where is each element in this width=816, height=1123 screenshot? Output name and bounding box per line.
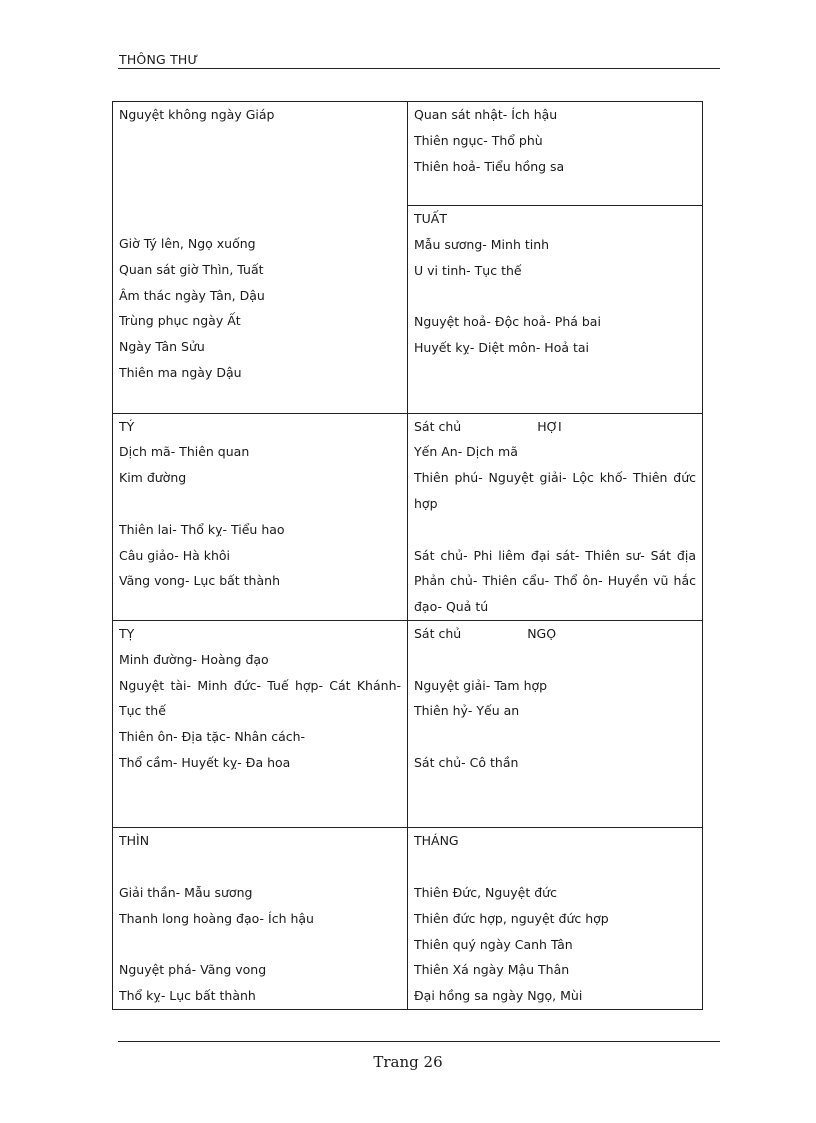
cell-text-line: Thiên phú- Nguyệt giải- Lộc khố- Thiên đức <box>414 470 696 486</box>
cell-text-line: Thiên đức hợp, nguyệt đức hợp <box>414 910 609 926</box>
cell-text-line: Âm thác ngày Tân, Dậu <box>119 287 265 303</box>
cell-text-line: Minh đường- Hoàng đạo <box>119 651 269 667</box>
cell-text-line: Thổ cầm- Huyết kỵ- Đa hoa <box>119 754 291 770</box>
cell-heading-label: Sát chủ <box>414 418 462 434</box>
table-cell <box>113 102 408 414</box>
page-number: Trang 26 <box>373 1053 443 1071</box>
cell-text-line: Nguyệt giải- Tam hợp <box>414 677 548 693</box>
table-cell <box>408 102 703 206</box>
table-cell <box>408 413 703 620</box>
table-cell <box>408 206 703 413</box>
cell-heading-branch: HỢI <box>537 418 562 434</box>
table-cell <box>113 620 408 827</box>
cell-text-line: Ngày Tân Sửu <box>119 339 205 355</box>
header-rule <box>118 68 720 69</box>
cell-text-line: Sát chủ- Phi liêm đại sát- Thiên sư- Sát địa <box>414 547 696 563</box>
cell-text-line: Thổ kỵ- Lục bất thành <box>119 988 256 1004</box>
cell-text-line: TUẤT <box>414 211 447 227</box>
cell-text-line: Thiên ma ngày Dậu <box>119 364 242 380</box>
blank-line <box>119 594 401 620</box>
table-cell <box>113 828 408 1010</box>
cell-text-line: U vi tinh- Tục thế <box>414 262 522 278</box>
cell-text-line: Thiên Đức, Nguyệt đức <box>414 884 557 900</box>
blank-line <box>119 776 401 802</box>
cell-text-line: Quan sát nhật- Ích hậu <box>414 107 558 122</box>
table-row <box>113 102 703 206</box>
cell-text-line: hợp <box>414 495 438 511</box>
blank-line <box>119 932 401 958</box>
cell-text-line: Giờ Tý lên, Ngọ xuống <box>119 235 256 251</box>
cell-text-line: Thiên ôn- Địa tặc- Nhân cách- <box>119 729 306 745</box>
cell-text-line: Câu giảo- Hà khôi <box>119 547 231 563</box>
blank-line <box>414 517 696 543</box>
blank-line <box>119 854 401 880</box>
blank-line <box>414 284 696 310</box>
table-cell <box>408 620 703 827</box>
page-header-title: THÔNG THƯ <box>119 52 199 67</box>
blank-line <box>414 724 696 750</box>
cell-heading <box>414 414 696 440</box>
cell-text-line: THÌN <box>119 833 150 849</box>
table-cell <box>113 413 408 620</box>
blank-line <box>119 802 401 828</box>
cell-text-line: đạo- Quả tú <box>414 599 489 615</box>
cell-text-line: Thiên quý ngày Canh Tân <box>414 936 573 952</box>
blank-line <box>119 491 401 517</box>
table-row <box>113 620 703 827</box>
blank-line <box>119 386 401 412</box>
blank-line <box>119 128 401 154</box>
cell-heading-label: Sát chủ <box>414 625 462 641</box>
blank-line <box>414 802 696 828</box>
cell-text-line: Đại hồng sa ngày Ngọ, Mùi <box>414 988 583 1004</box>
cell-heading-branch: NGỌ <box>527 625 557 641</box>
cell-text-line: Thiên lai- Thổ kỵ- Tiểu hao <box>119 521 285 537</box>
cell-text-line: Nguyệt hoả- Độc hoả- Phá bai <box>414 314 601 330</box>
cell-text-line: Sát chủ- Cô thần <box>414 754 519 770</box>
cell-text-line: Thiên hỷ- Yếu an <box>414 703 520 719</box>
cell-text-line: Giải thần- Mẫu sương <box>119 884 253 900</box>
cell-text-line: Nguyệt phá- Vãng vong <box>119 962 267 978</box>
cell-text-line: Yến An- Dịch mã <box>414 444 518 460</box>
blank-line <box>119 179 401 205</box>
cell-text-line: Kim đường <box>119 470 187 486</box>
cell-text-line: TỴ <box>119 625 135 641</box>
blank-line <box>414 361 696 387</box>
blank-line <box>414 179 696 205</box>
cell-text-line: Nguyệt tài- Minh đức- Tuế hợp- Cát Khánh- <box>119 677 401 693</box>
cell-text-line: Dịch mã- Thiên quan <box>119 444 250 460</box>
cell-text-line: THÁNG <box>414 833 459 849</box>
cell-text-line: Phản chủ- Thiên cẩu- Thổ ôn- Huyền vũ hắc <box>414 573 696 589</box>
cell-text-line: Thiên Xá ngày Mậu Thân <box>414 962 570 978</box>
blank-line <box>414 387 696 413</box>
cell-heading <box>414 621 696 647</box>
cell-text-line: Quan sát giờ Thìn, Tuất <box>119 261 264 277</box>
blank-line <box>414 647 696 673</box>
blank-line <box>119 205 401 231</box>
cell-text-line: Thanh long hoàng đạo- Ích hậu <box>119 910 314 926</box>
blank-line <box>414 776 696 802</box>
cell-text-line: Vãng vong- Lục bất thành <box>119 573 280 589</box>
cell-text-line: Thiên hoả- Tiểu hồng sa <box>414 158 565 174</box>
almanac-table <box>112 101 703 1010</box>
cell-text-line: Mẫu sương- Minh tinh <box>414 236 550 252</box>
cell-text-line: Trùng phục ngày Ất <box>119 313 241 329</box>
cell-text-line: Tục thế <box>119 703 166 719</box>
cell-text-line: Nguyệt không ngày Giáp <box>119 107 275 122</box>
table-row <box>113 828 703 1010</box>
table-row <box>113 413 703 620</box>
cell-text-line: Thiên ngục- Thổ phù <box>414 132 543 148</box>
cell-text-line: Huyết kỵ- Diệt môn- Hoả tai <box>414 340 590 356</box>
blank-line <box>414 854 696 880</box>
table-cell <box>408 828 703 1010</box>
cell-text-line: TÝ <box>119 418 135 434</box>
blank-line <box>119 154 401 180</box>
footer-rule <box>118 1041 720 1042</box>
